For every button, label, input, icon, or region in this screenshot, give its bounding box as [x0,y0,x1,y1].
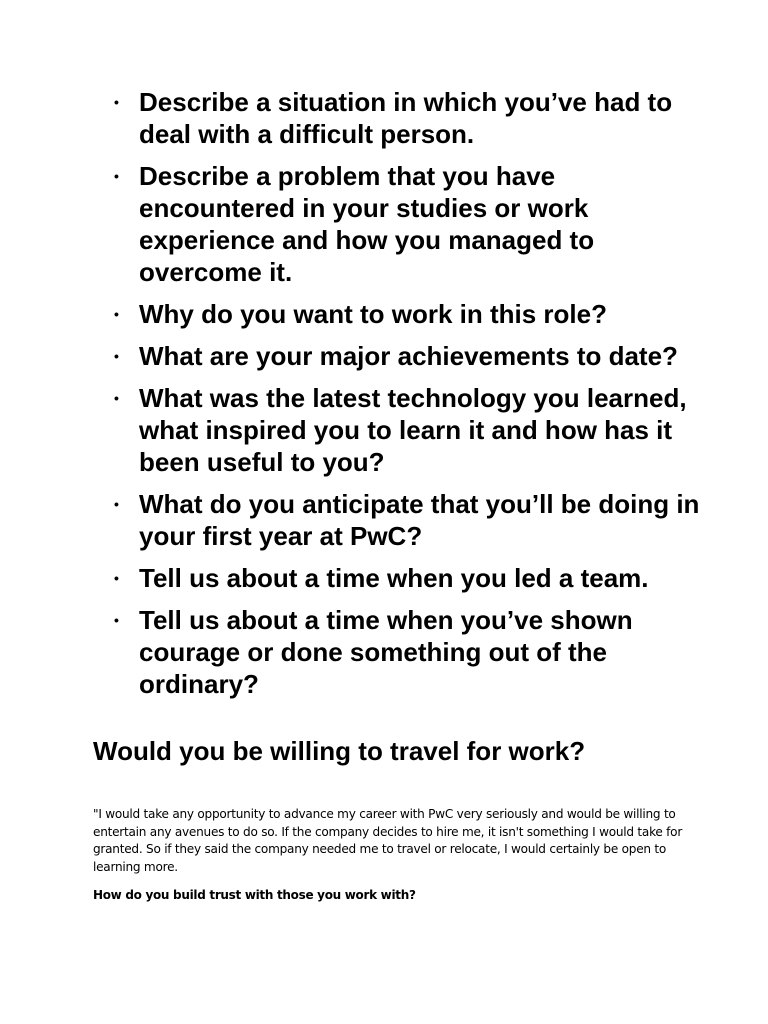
section-heading: Would you be willing to travel for work? [93,736,586,766]
list-item-text: Tell us about a time when you led a team. [139,563,649,593]
bullet-marker: • [114,168,119,184]
list-item-text: What are your major achievements to date? [139,341,678,371]
list-item [110,86,710,150]
bullet-marker: • [114,612,119,628]
bullet-marker: • [114,94,119,110]
list-item [110,604,710,700]
list-item [110,382,710,478]
list-item [110,298,710,330]
list-item-text: Describe a situation in which you’ve had to deal with a difficult person. [139,87,673,149]
list-item-text: Tell us about a time when you’ve shown courage or done something out of the ordinary? [139,605,633,699]
list-item [110,488,710,552]
list-item-text: What do you anticipate that you’ll be doing in your first year at PwC? [139,489,700,551]
bullet-marker: • [114,348,119,364]
question-list [110,86,710,710]
list-item [110,160,710,288]
list-item-text: What was the latest technology you learned, what inspired you to learn it and how has it been useful to you? [139,383,687,477]
bullet-marker: • [114,390,119,406]
bullet-marker: • [114,496,119,512]
list-item-text: Why do you want to work in this role? [139,299,607,329]
list-item-text: Describe a problem that you have encountered in your studies or work experience and how you managed to overcome it. [139,161,595,287]
list-item [110,340,710,372]
answer-paragraph: "I would take any opportunity to advance my career with PwC very seriously and would be willing to entertain any avenues to do so. If the company decides to hire me, it isn't something I would take for granted. So if they said the company needed me to travel or relocate, I would certainly be open to learning more. [93,807,683,874]
bullet-marker: • [114,306,119,322]
list-item [110,562,710,594]
bullet-marker: • [114,570,119,586]
next-question: How do you build trust with those you work with? [93,888,416,902]
